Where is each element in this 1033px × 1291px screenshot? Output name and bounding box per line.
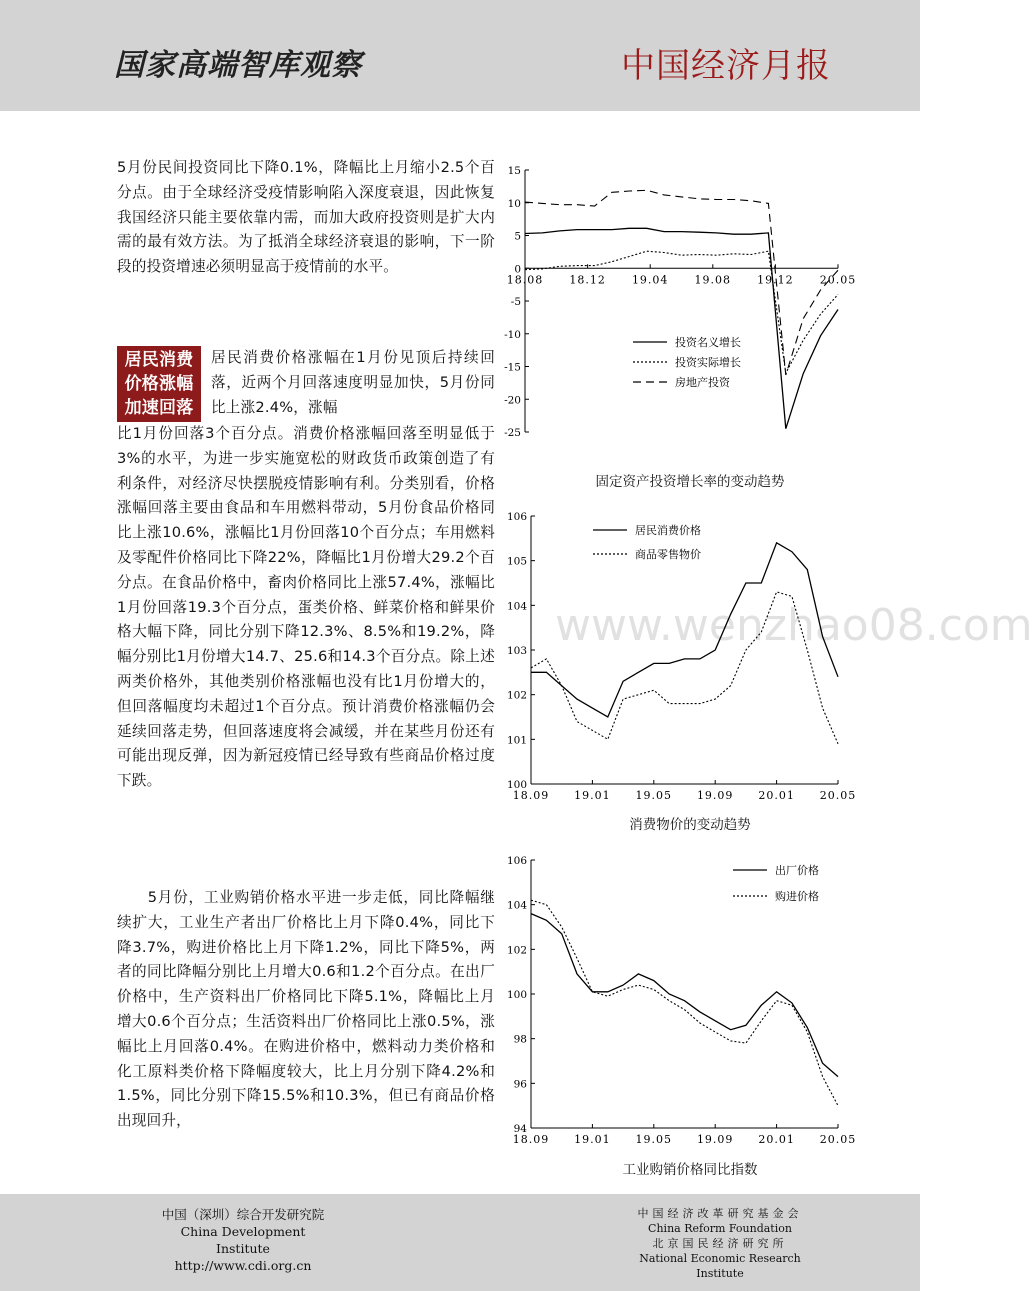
x-tick-label: 20.05 — [819, 273, 857, 287]
x-tick-label: 18.09 — [512, 1133, 550, 1146]
x-tick-label: 19.05 — [635, 1133, 673, 1146]
y-tick-label: -10 — [504, 328, 521, 341]
x-tick-label: 19.01 — [574, 1133, 611, 1146]
series-line — [525, 251, 838, 373]
paragraph-text: 居民消费价格涨幅在1月份见顶后持续回落，近两个月回落速度明显加快，5月份同比上涨2.4%，涨幅 — [211, 349, 495, 416]
legend-label: 投资名义增长 — [675, 336, 741, 349]
chart-investment-svg — [498, 160, 858, 450]
series-line — [525, 228, 838, 428]
y-tick-label: 10 — [507, 197, 521, 210]
y-tick-label: 94 — [513, 1123, 527, 1135]
y-tick-label: 106 — [506, 855, 527, 867]
footer-foundation-en: China Reform Foundation — [648, 1222, 792, 1235]
section-label-line: 价格涨幅 — [124, 374, 194, 394]
paragraph-consumer-prices — [117, 346, 495, 794]
chart-investment-caption: 固定资产投资增长率的变动趋势 — [595, 474, 785, 490]
x-tick-label: 19.12 — [757, 273, 794, 287]
legend-label: 投资实际增长 — [675, 356, 741, 369]
x-tick-label: 18.12 — [569, 273, 606, 287]
y-tick-label: 105 — [506, 555, 527, 568]
y-tick-label: 103 — [506, 645, 527, 657]
chart-industrial-prices — [498, 852, 858, 1157]
chart-consumer-prices — [498, 508, 858, 810]
report-title: 中国经济月报 — [621, 46, 831, 86]
footer-institute-en: National Economic Research Institute — [639, 1252, 801, 1280]
footer-left — [158, 1206, 328, 1274]
x-tick-label: 19.08 — [694, 273, 732, 287]
chart-consumer-prices-svg — [498, 508, 858, 810]
x-tick-label: 20.01 — [758, 789, 795, 802]
series-line — [531, 543, 838, 717]
page-footer — [0, 1194, 920, 1291]
footer-org-en: China Development Institute — [180, 1224, 306, 1256]
y-tick-label: 104 — [506, 899, 527, 912]
y-tick-label: 15 — [507, 165, 521, 177]
legend-label: 居民消费价格 — [635, 524, 701, 537]
x-tick-label: 20.05 — [819, 1133, 857, 1146]
chart-industrial-prices-caption: 工业购销价格同比指数 — [622, 1162, 758, 1178]
y-tick-label: 0 — [514, 263, 521, 276]
y-tick-label: 100 — [506, 779, 527, 791]
footer-org-cn: 中国（深圳）综合开发研究院 — [161, 1207, 325, 1222]
y-tick-label: 101 — [506, 734, 527, 747]
y-tick-label: 104 — [506, 600, 527, 613]
footer-right — [630, 1206, 810, 1281]
legend-label: 房地产投资 — [675, 376, 730, 389]
paragraph-industrial-prices — [117, 886, 495, 1134]
x-tick-label: 20.01 — [758, 1133, 795, 1146]
x-tick-label: 19.09 — [696, 789, 734, 802]
footer-url: http://www.cdi.org.cn — [174, 1258, 312, 1273]
y-tick-label: -25 — [504, 427, 521, 439]
paragraph-text: 比1月份回落3个百分点。消费价格涨幅回落至明显低于3%的水平，为进一步实施宽松的财政货币政策创造了有利条件，对经济尽快摆脱疫情影响有利。分类别看，价格涨幅回落主要由食品和车用燃料带动，5月份食品价格同比上涨10.6%，涨幅比1月份回落10个百分点；车用燃料及零配件价格同比下降22%，降幅比1月份增大29.2个百分点。在食品价格中，畜肉价格同比上涨57.4%，涨幅比1月份回落19.3个百分点，蛋类价格、鲜菜价格和鲜果价格大幅下降，同比分别下降12.3%、8.5%和19.2%，降幅分别比1月份增大14.7、25.6和14.3个百分点。除上述两类价格外，其他类别价格涨幅也没有比1月份增大的，但回落幅度均未超过1个百分点。预计消费价格涨幅仍会延续回落走势，但回落速度将会减缓，并在某些月份还有可能出现反弹，因为新冠疫情已经导致有些商品价格过度下跌。 — [117, 425, 495, 790]
page-header — [0, 0, 920, 111]
chart-industrial-prices-svg — [498, 852, 858, 1157]
watermark: www.wenzhao08.com — [555, 600, 1033, 651]
y-tick-label: 102 — [506, 944, 527, 957]
series-line — [531, 914, 838, 1077]
chart-consumer-prices-caption: 消费物价的变动趋势 — [629, 817, 751, 833]
legend-label: 购进价格 — [775, 890, 819, 903]
section-label-line: 加速回落 — [124, 398, 194, 418]
y-tick-label: -5 — [510, 296, 521, 308]
y-tick-label: 102 — [506, 689, 527, 702]
y-tick-label: 106 — [506, 511, 527, 523]
section-label — [117, 346, 201, 422]
y-tick-label: -20 — [504, 394, 521, 407]
x-tick-label: 20.05 — [819, 789, 857, 802]
brand-logo-text: 国家高端智库观察 — [114, 48, 362, 83]
y-tick-label: 98 — [513, 1033, 527, 1046]
paragraph-text: 5月份民间投资同比下降0.1%，降幅比上月缩小2.5个百分点。由于全球经济受疫情影响陷入深度衰退，因此恢复我国经济只能主要依靠内需，而加大政府投资则是扩大内需的最有效方法。为了抵消全球经济衰退的影响，下一阶段的投资增速必须明显高于疫情前的水平。 — [117, 159, 495, 276]
footer-institute-cn: 北京国民经济研究所 — [652, 1237, 788, 1250]
chart-investment — [498, 160, 858, 450]
x-tick-label: 18.09 — [512, 789, 550, 802]
y-tick-label: 100 — [506, 989, 527, 1001]
x-tick-label: 18.08 — [506, 273, 544, 287]
x-tick-label: 19.09 — [696, 1133, 734, 1146]
x-tick-label: 19.05 — [635, 789, 673, 802]
footer-foundation-cn: 中国经济改革研究基金会 — [637, 1207, 803, 1220]
paragraph-text: 5月份，工业购销价格水平进一步走低，同比降幅继续扩大，工业生产者出厂价格比上月下降0.4%，同比下降3.7%，购进价格比上月下降1.2%，同比下降5%，两者的同比降幅分别比上月增大0.6和1.2个百分点。在出厂价格中，生产资料出厂价格同比下降5.1%，降幅比上月增大0.6个百分点；生活资料出厂价格同比上涨0.5%，涨幅比上月回落0.4%。在购进价格中，燃料动力类价格和化工原料类价格下降幅度较大，比上月分别下降4.2%和1.5%，同比分别下降15.5%和10.3%，但已有商品价格出现回升， — [117, 889, 495, 1130]
x-tick-label: 19.01 — [574, 789, 611, 802]
legend-label: 商品零售物价 — [635, 548, 701, 561]
series-line — [531, 592, 838, 744]
section-label-line: 居民消费 — [124, 350, 194, 370]
y-tick-label: -15 — [504, 361, 521, 374]
x-tick-label: 19.04 — [631, 273, 669, 287]
paragraph-investment — [117, 156, 495, 280]
y-tick-label: 96 — [513, 1078, 527, 1091]
y-tick-label: 5 — [514, 230, 521, 243]
legend-label: 出厂价格 — [775, 864, 819, 877]
